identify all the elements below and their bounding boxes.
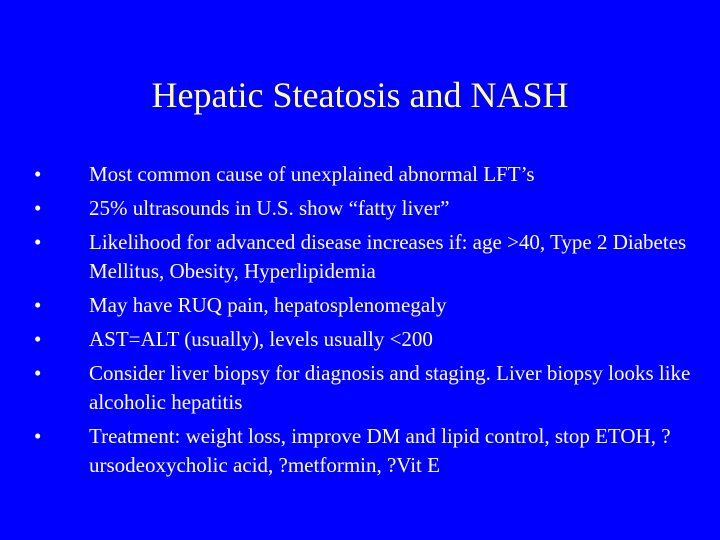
bullet-text: 25% ultrasounds in U.S. show “fatty liver”: [89, 196, 450, 220]
bullet-text: Treatment: weight loss, improve DM and lipid control, stop ETOH, ?ursodeoxycholic acid, ?metformin, ?Vit E: [89, 424, 671, 477]
bullet-item: [0, 194, 700, 223]
bullet-icon: •: [34, 327, 42, 351]
bullet-item: [0, 228, 700, 286]
bullet-item: [0, 160, 700, 189]
bullet-text: Consider liver biopsy for diagnosis and staging. Liver biopsy looks like alcoholic hepatitis: [89, 361, 691, 414]
bullet-text: Likelihood for advanced disease increases if: age >40, Type 2 Diabetes Mellitus, Obesity, Hyperlipidemia: [89, 230, 687, 283]
bullet-icon: •: [34, 424, 42, 448]
bullet-icon: •: [34, 230, 42, 254]
bullet-item: [0, 325, 700, 354]
bullet-text: May have RUQ pain, hepatosplenomegaly: [89, 293, 447, 317]
bullet-item: [0, 359, 700, 417]
bullet-text: AST=ALT (usually), levels usually <200: [89, 327, 433, 351]
bullet-item: [0, 422, 700, 480]
bullet-icon: •: [34, 196, 42, 220]
bullet-list: [0, 160, 700, 485]
slide-title: Hepatic Steatosis and NASH: [151, 75, 569, 115]
bullet-item: [0, 291, 700, 320]
bullet-icon: •: [34, 162, 42, 186]
bullet-icon: •: [34, 293, 42, 317]
bullet-icon: •: [34, 361, 42, 385]
bullet-text: Most common cause of unexplained abnormal LFT’s: [89, 162, 535, 186]
